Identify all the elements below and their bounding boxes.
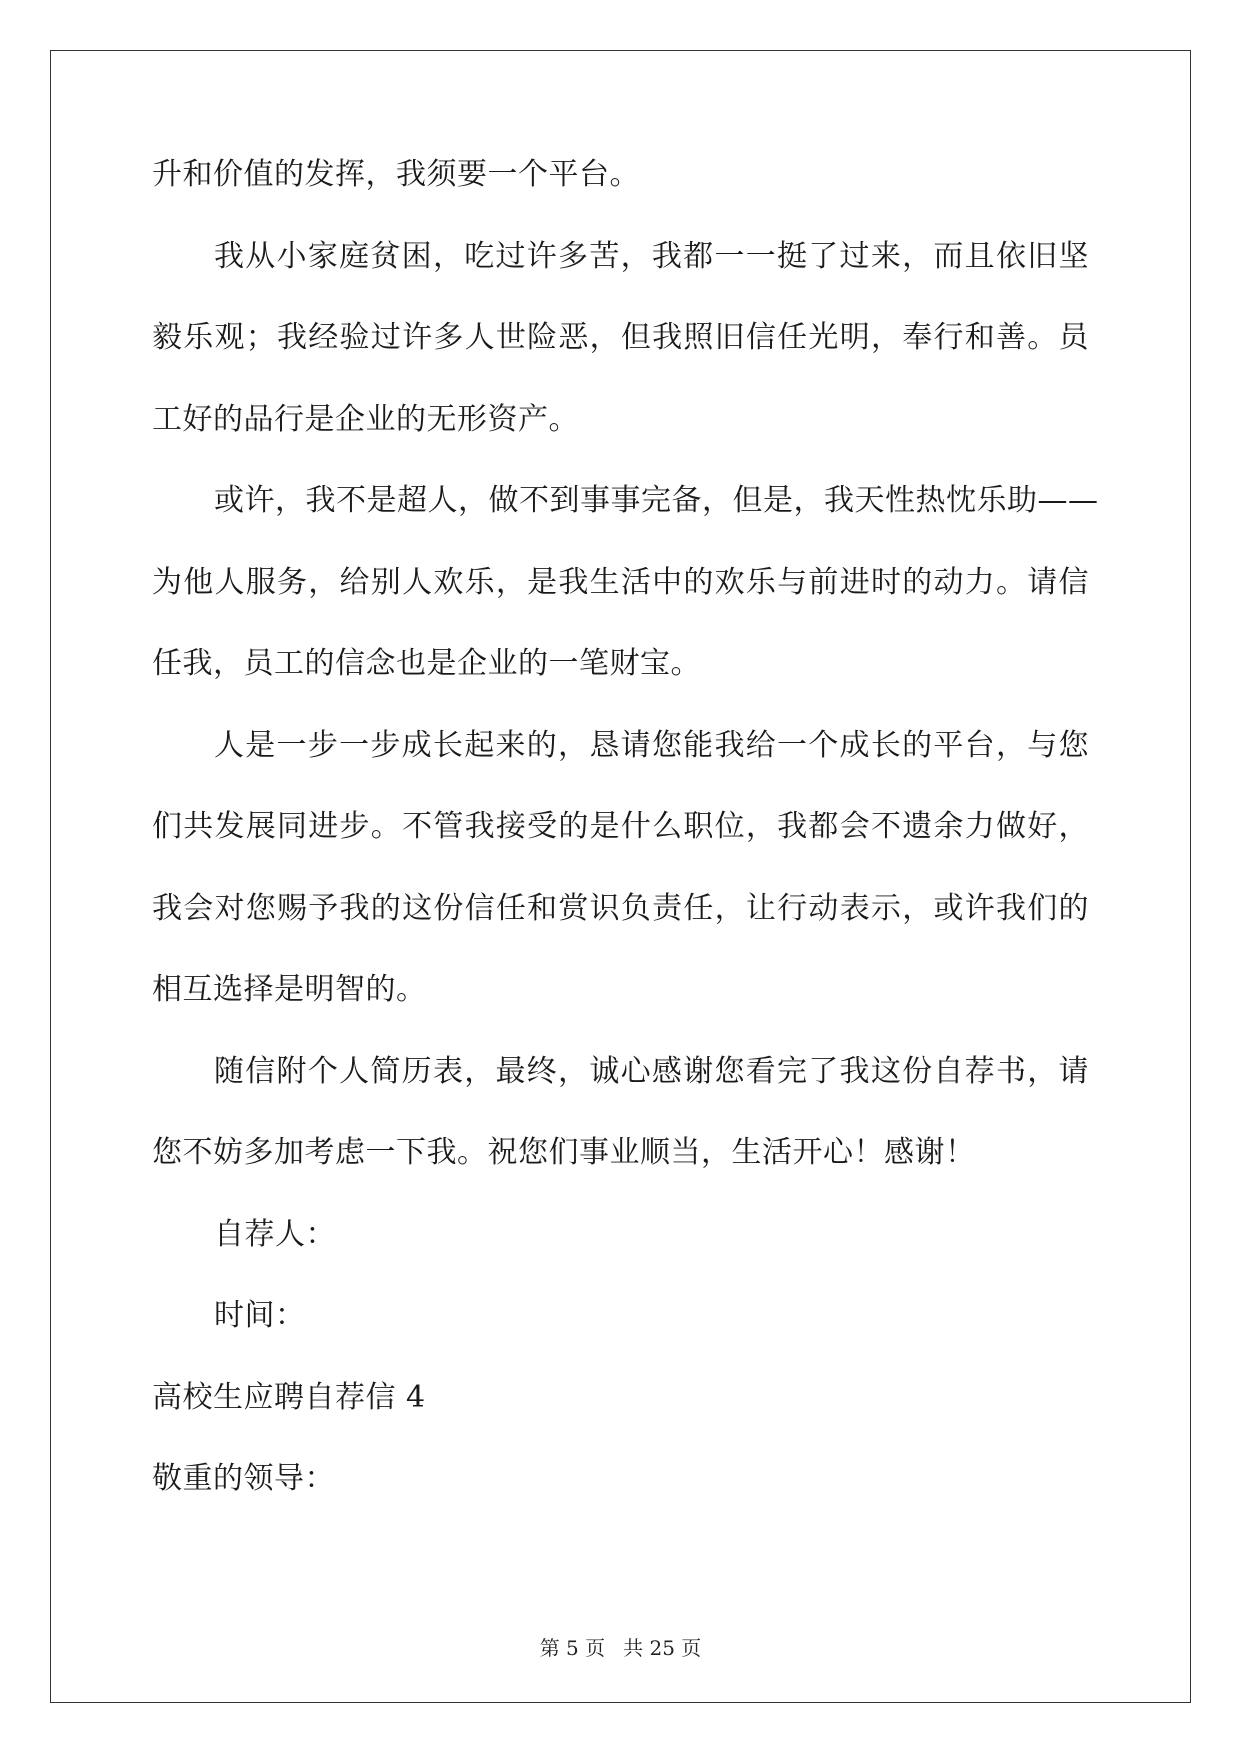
text-line: 相互选择是明智的。 — [152, 972, 427, 1007]
text-line: 工好的品行是企业的无形资产。 — [152, 401, 579, 437]
signature-label: 自荐人： — [214, 1216, 336, 1252]
text-line: 人是一步一步成长起来的，恳请您能我给一个成长的平台，与您 — [214, 727, 1089, 763]
text-line: 为他人服务，给别人欢乐，是我生活中的欢乐与前进时的动力。请信 — [152, 564, 1089, 600]
date-label: 时间： — [214, 1298, 306, 1333]
text-line: 毅乐观；我经验过许多人世险恶，但我照旧信任光明，奉行和善。员 — [152, 320, 1089, 355]
text-line: 任我，员工的信念也是企业的一笔财宝。 — [152, 646, 701, 681]
section-heading: 高校生应聘自荐信 4 — [152, 1379, 426, 1415]
page-footer — [0, 1632, 1241, 1661]
text-line: 随信附个人简历表，最终，诚心感谢您看完了我这份自荐书，请 — [214, 1053, 1089, 1089]
salutation: 敬重的领导： — [152, 1461, 335, 1496]
text-line: 您不妨多加考虑一下我。祝您们事业顺当，生活开心！感谢！ — [152, 1135, 976, 1170]
text-line: 我从小家庭贫困，吃过许多苦，我都一一挺了过来，而且依旧坚 — [214, 238, 1089, 274]
text-line: 我会对您赐予我的这份信任和赏识负责任，让行动表示，或许我们的 — [152, 890, 1089, 926]
page-total: 共 25 页 — [623, 1636, 702, 1660]
document-body — [152, 157, 1099, 1546]
text-line: 升和价值的发挥，我须要一个平台。 — [152, 157, 640, 192]
text-line: 们共发展同进步。不管我接受的是什么职位，我都会不遗余力做好， — [152, 809, 1089, 844]
text-line: 或许，我不是超人，做不到事事完备，但是，我天性热忱乐助—— — [214, 483, 1099, 518]
page-number: 第 5 页 — [539, 1636, 606, 1660]
